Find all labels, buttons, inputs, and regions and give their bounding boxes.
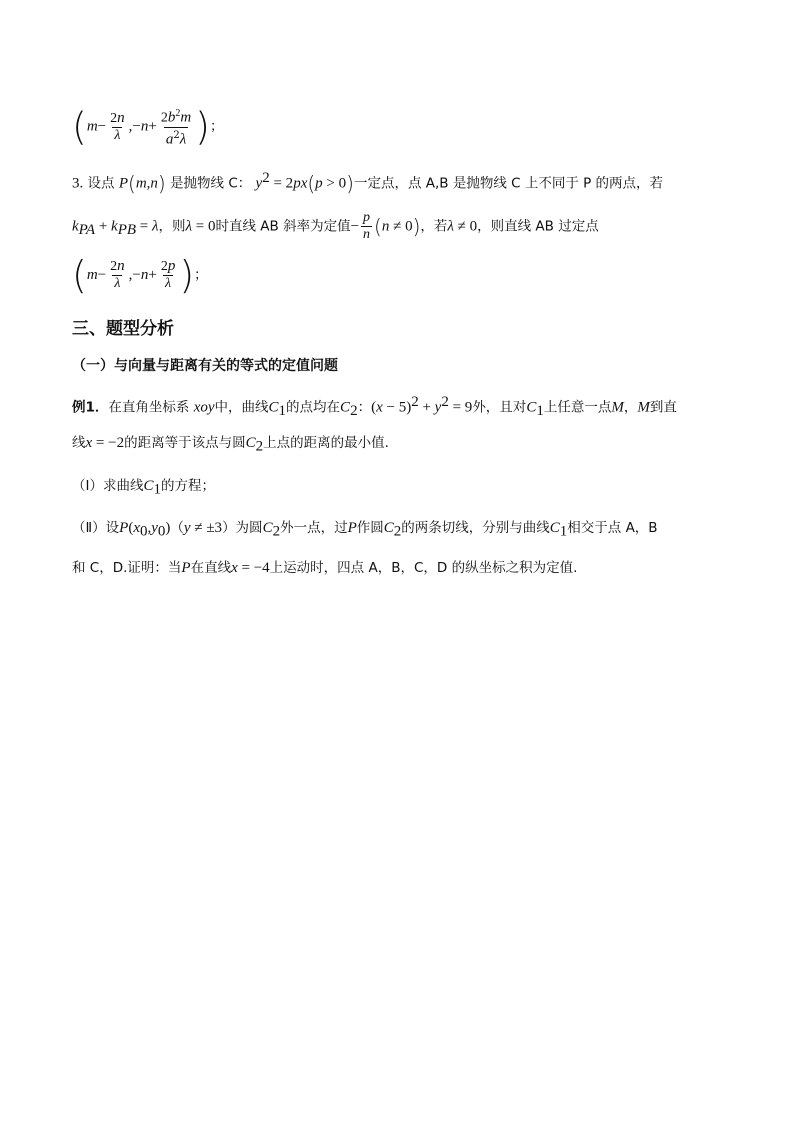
semicolon: ；	[194, 267, 208, 283]
semicolon: ；	[210, 118, 224, 135]
formula-fixed-point-parabola: (m− $\frac{2n}{\lambda}$ ,−n+ $\frac{2p}{\lambda}$ )；	[72, 253, 208, 297]
example-1-line-2: 线x = −2的距离等于该点与圆$C_2$上点的距离的最小值.	[72, 435, 389, 455]
item-3-line-1: 3. 设点 P(m,n) 是抛物线 C： $y^2 = 2px(p > 0)$一定点，点 A,B 是抛物线 C 上不同于 P 的两点，若	[72, 170, 664, 196]
formula-fixed-point-ellipse: (m− $\frac{2n}{\lambda}$ ,−n+ $\frac{2b^2m}{a^2\lambda}$ )；	[72, 104, 224, 149]
example-1-line-1: 例1．在直角坐标系 xoy中，曲线$C_1$的点均在$C_2$：$(x - 5)^2 + y^2 = 9$外，且对$C_1$上任意一点M，M到直	[72, 394, 677, 420]
example-1-question-1: （Ⅰ）求曲线$C_1$的方程；	[72, 478, 215, 498]
item-3-line-2: $k_{PA} + k_{PB} = \lambda$，则λ = 0时直线 AB 斜率为定值− $\frac{p}{n}$ (n ≠ 0)，若λ ≠ 0，则直线 AB 过定点	[72, 210, 599, 242]
subsection-title: （一）与向量与距离有关的等式的定值问题	[72, 358, 338, 374]
example-1-question-2: （Ⅱ）设$P(x_0,y_0)(y \ne \pm 3)$为圆$C_2$外一点，过P作圆$C_2$的两条切线，分别与曲线$C_1$相交于点 A，B	[72, 520, 658, 540]
section-title: 三、题型分析	[72, 319, 174, 339]
example-1-question-2-cont: 和 C，D.证明：当P在直线x = −4上运动时，四点 A，B，C，D 的纵坐标之积为定值.	[72, 560, 578, 576]
